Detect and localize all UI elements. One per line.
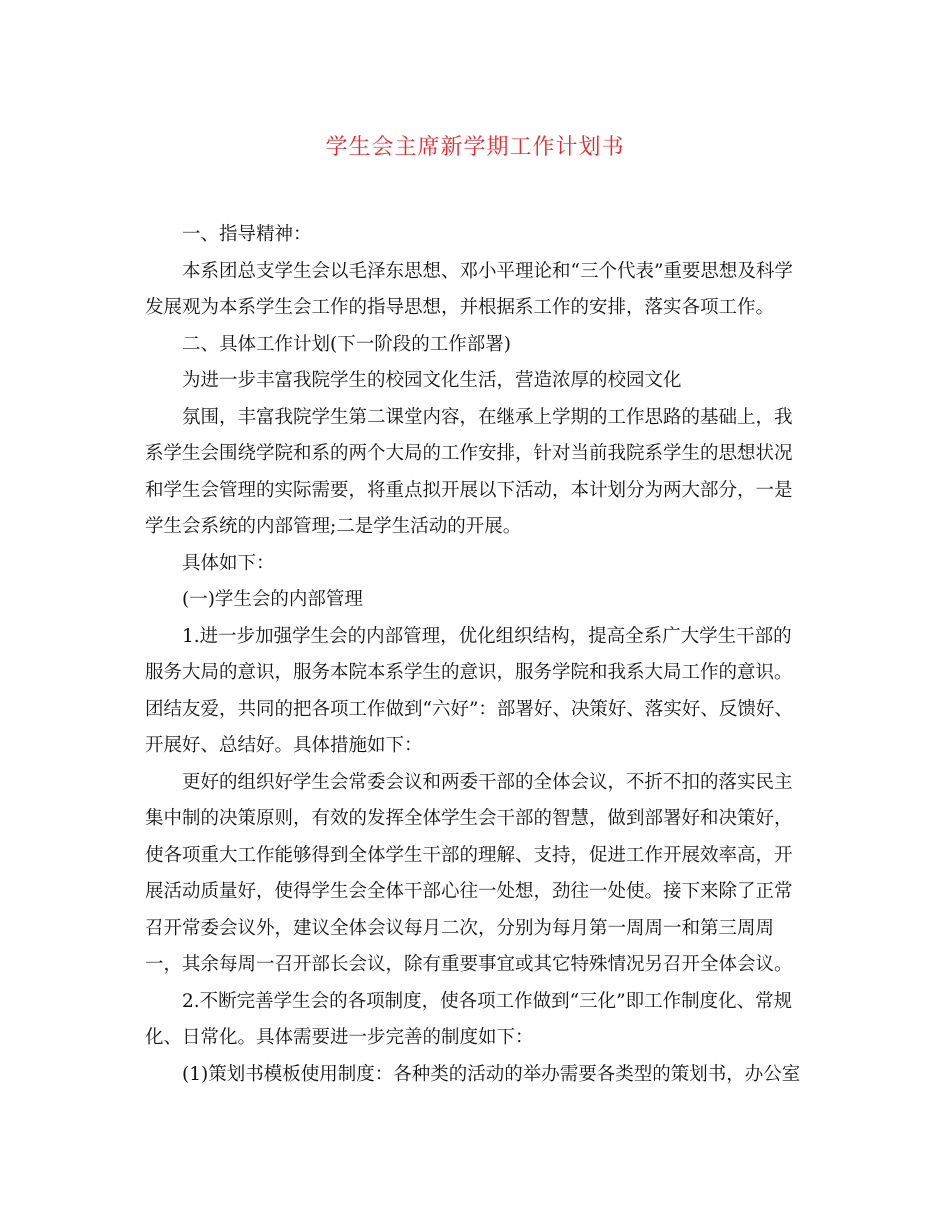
text-line: 团结友爱，共同的把各项工作做到“六好”：部署好、决策好、落实好、反馈好、	[145, 699, 793, 720]
text-line: 为进一步丰富我院学生的校园文化生活，营造浓厚的校园文化	[182, 370, 682, 391]
text-line: (1)策划书模板使用制度：各种类的活动的举办需要各类型的策划书，办公室	[182, 1064, 801, 1085]
text-line: 1.进一步加强学生会的内部管理，优化组织结构，提高全系广大学生干部的	[182, 626, 792, 647]
text-line: 召开常委会议外，建议全体会议每月二次，分别为每月第一周周一和第三周周	[145, 918, 775, 939]
text-line: 展活动质量好，使得学生会全体干部心往一处想，劲往一处使。接下来除了正常	[145, 881, 793, 902]
text-line: 使各项重大工作能够得到全体学生干部的理解、支持，促进工作开展效率高，开	[145, 845, 793, 866]
text-line: 学生会系统的内部管理;二是学生活动的开展。	[145, 516, 522, 537]
text-line: 一，其余每周一召开部长会议，除有重要事宜或其它特殊情况另召开全体会议。	[145, 954, 793, 975]
text-line: 和学生会管理的实际需要，将重点拟开展以下活动，本计划分为两大部分，一是	[145, 480, 793, 501]
text-line: 本系团总支学生会以毛泽东思想、邓小平理论和“三个代表”重要思想及科学	[182, 261, 793, 282]
text-line: 一、指导精神：	[182, 224, 312, 245]
text-line: 集中制的决策原则，有效的发挥全体学生会干部的智慧，做到部署好和决策好，	[145, 808, 793, 829]
text-line: 具体如下：	[182, 553, 275, 574]
text-line: 发展观为本系学生会工作的指导思想，并根据系工作的安排，落实各项工作。	[145, 297, 775, 318]
text-line: 系学生会围绕学院和系的两个大局的工作安排，针对当前我院系学生的思想状况	[145, 443, 793, 464]
text-line: 服务大局的意识，服务本院本系学生的意识，服务学院和我系大局工作的意识。	[145, 662, 793, 683]
document-title: 学生会主席新学期工作计划书	[325, 135, 625, 160]
text-line: 2.不断完善学生会的各项制度，使各项工作做到“三化”即工作制度化、常规	[182, 991, 793, 1012]
text-line: 氛围，丰富我院学生第二课堂内容，在继承上学期的工作思路的基础上，我	[182, 407, 793, 428]
text-line: 二、具体工作计划(下一阶段的工作部署)	[182, 334, 511, 355]
text-line: (一)学生会的内部管理	[182, 589, 363, 610]
text-line: 更好的组织好学生会常委会议和两委干部的全体会议，不折不扣的落实民主	[182, 772, 793, 793]
text-line: 开展好、总结好。具体措施如下：	[145, 735, 423, 756]
text-line: 化、日常化。具体需要进一步完善的制度如下：	[145, 1027, 534, 1048]
